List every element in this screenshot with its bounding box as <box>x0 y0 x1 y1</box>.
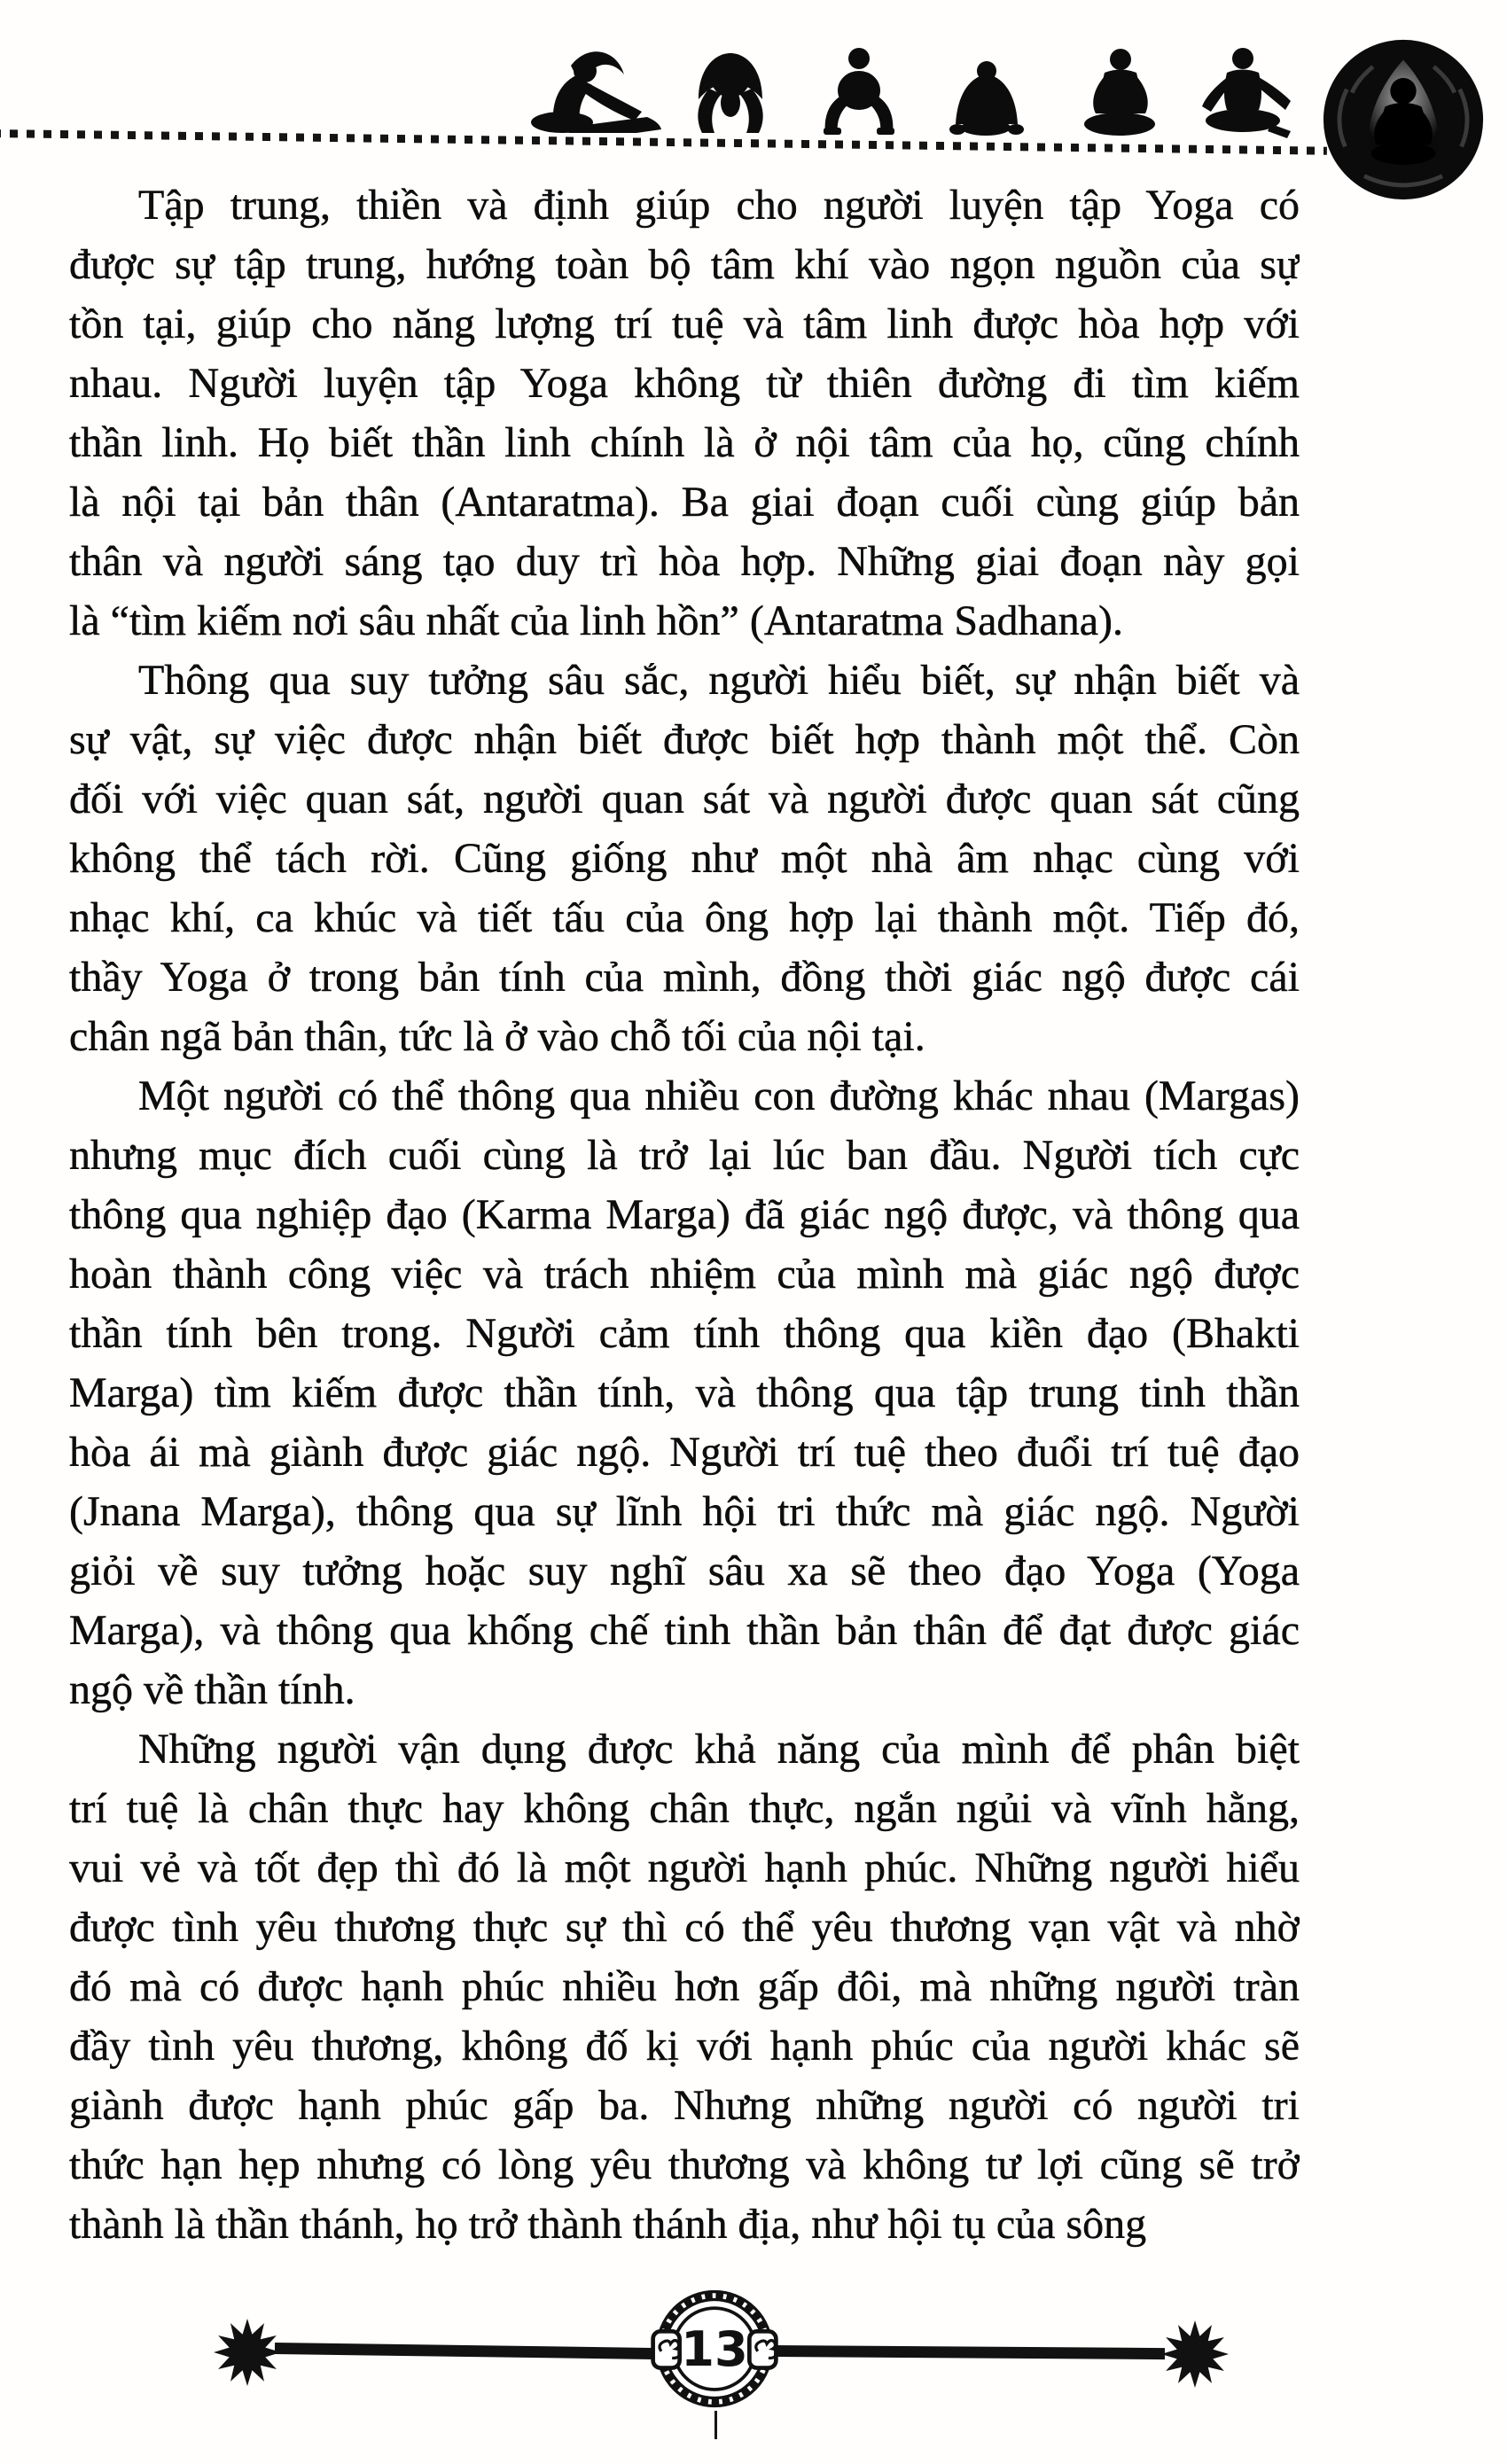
text-line: nhưng mục đích cuối cùng là trở lại lúc ban đầu. Người tích cực <box>69 1132 1300 1179</box>
lotus-meditation-arms-on-knees-pose-icon <box>1197 44 1296 144</box>
text-line: giỏi về suy tưởng hoặc suy nghĩ sâu xa sẽ theo đạo Yoga (Yoga <box>69 1548 1300 1595</box>
footer-right-rule-bar <box>775 2345 1165 2359</box>
text-line: là nội tại bản thân (Antaratma). Ba giai đoạn cuối cùng giúp bản <box>69 479 1300 526</box>
text-line: nhạc khí, ca khúc và tiết tấu của ông hợp lại thành một. Tiếp đó, <box>69 894 1300 941</box>
text-line: thông qua nghiệp đạo (Karma Marga) đã giác ngộ được, và thông qua <box>69 1191 1300 1238</box>
text-line: nhau. Người luyện tập Yoga không từ thiên đường đi tìm kiếm <box>69 360 1300 407</box>
text-line: hoàn thành công việc và trách nhiệm của mình mà giác ngộ được <box>69 1251 1300 1298</box>
footer-drip-mark <box>714 2411 717 2439</box>
text-line: đó mà có được hạnh phúc nhiều hơn gấp đôi, mà những người tràn <box>69 1963 1300 2010</box>
body-text <box>69 175 1300 2254</box>
text-line: thức hạn hẹp nhưng có lòng yêu thương và không tư lợi cũng sẽ trở <box>69 2141 1300 2188</box>
paragraph <box>69 1719 1300 2254</box>
text-line: được tình yêu thương thực sự thì có thể yêu thương vạn vật và nhờ <box>69 1904 1300 1951</box>
text-line: chân ngã bản thân, tức là ở vào chỗ tối của nội tại. <box>69 1013 925 1060</box>
seated-side-stretch-pose-icon <box>530 43 663 135</box>
text-line: tồn tại, giúp cho năng lượng trí tuệ và tâm linh được hòa hợp với <box>69 300 1300 347</box>
text-line: là “tìm kiếm nơi sâu nhất của linh hồn” (Antaratma Sadhana). <box>69 597 1124 644</box>
meditating-figure-medallion-icon <box>1321 37 1486 207</box>
text-line: vui vẻ và tốt đẹp thì đó là một người hạnh phúc. Những người hiểu <box>69 1844 1300 1891</box>
text-line: Thông qua suy tưởng sâu sắc, người hiểu biết, sự nhận biết và <box>138 657 1300 704</box>
deep-squat-pose-icon <box>820 46 898 137</box>
crow-forward-fold-pose-icon <box>690 44 771 136</box>
text-line: sự vật, sự việc được nhận biết được biết hợp thành một thể. Còn <box>69 716 1300 763</box>
text-line: Marga) tìm kiếm được thần tính, và thông qua tập trung tinh thần <box>69 1369 1300 1416</box>
footer-left-starburst-icon <box>212 2317 283 2388</box>
text-line: ngộ về thần tính. <box>69 1666 355 1713</box>
text-line: giành được hạnh phúc gấp ba. Nhưng những người có người tri <box>69 2082 1300 2129</box>
paragraph <box>69 175 1300 651</box>
kneeling-forward-fold-pose-icon <box>947 57 1027 139</box>
text-line: trí tuệ là chân thực hay không chân thực, ngắn ngủi và vĩnh hằng, <box>69 1785 1300 1832</box>
lotus-meditation-pose-icon <box>1078 46 1162 140</box>
text-line: thần tính bên trong. Người cảm tính thông qua kiền đạo (Bhakti <box>69 1310 1300 1357</box>
page-number-medallion <box>648 2282 781 2415</box>
text-line: Một người có thể thông qua nhiều con đường khác nhau (Margas) <box>138 1072 1300 1119</box>
text-line: không thể tách rời. Cũng giống như một nhà âm nhạc cùng với <box>69 835 1300 882</box>
text-line: hòa ái mà giành được giác ngộ. Người trí tuệ theo đuổi trí tuệ đạo <box>69 1429 1300 1476</box>
text-line: (Jnana Marga), thông qua sự lĩnh hội tri thức mà giác ngộ. Người <box>69 1488 1300 1535</box>
text-line: Những người vận dụng được khả năng của mình để phân biệt <box>138 1726 1300 1773</box>
om-symbol-icon <box>749 2331 776 2367</box>
text-line: đối với việc quan sát, người quan sát và người được quan sát cũng <box>69 776 1300 823</box>
page-number: 13 <box>681 2320 748 2377</box>
paragraph <box>69 651 1300 1066</box>
text-line: thành là thần thánh, họ trở thành thánh địa, như hội tụ của sông <box>69 2201 1147 2248</box>
footer-left-rule-bar <box>275 2343 652 2359</box>
paragraph <box>69 1066 1300 1719</box>
text-line: đầy tình yêu thương, không đố kị với hạnh phúc của người khác sẽ <box>69 2023 1300 2070</box>
text-line: Tập trung, thiền và định giúp cho người luyện tập Yoga có <box>138 182 1300 229</box>
footer-right-starburst-icon <box>1160 2319 1230 2390</box>
text-line: thầy Yoga ở trong bản tính của mình, đồng thời giác ngộ được cái <box>69 954 1300 1001</box>
text-line: Marga), và thông qua khống chế tinh thần bản thân để đạt được giác <box>69 1607 1300 1654</box>
om-symbol-icon <box>653 2331 680 2367</box>
text-line: được sự tập trung, hướng toàn bộ tâm khí vào ngọn nguồn của sự <box>69 241 1300 288</box>
text-line: thân và người sáng tạo duy trì hòa hợp. Những giai đoạn này gọi <box>69 538 1300 585</box>
text-line: thần linh. Họ biết thần linh chính là ở nội tâm của họ, cũng chính <box>69 419 1300 466</box>
